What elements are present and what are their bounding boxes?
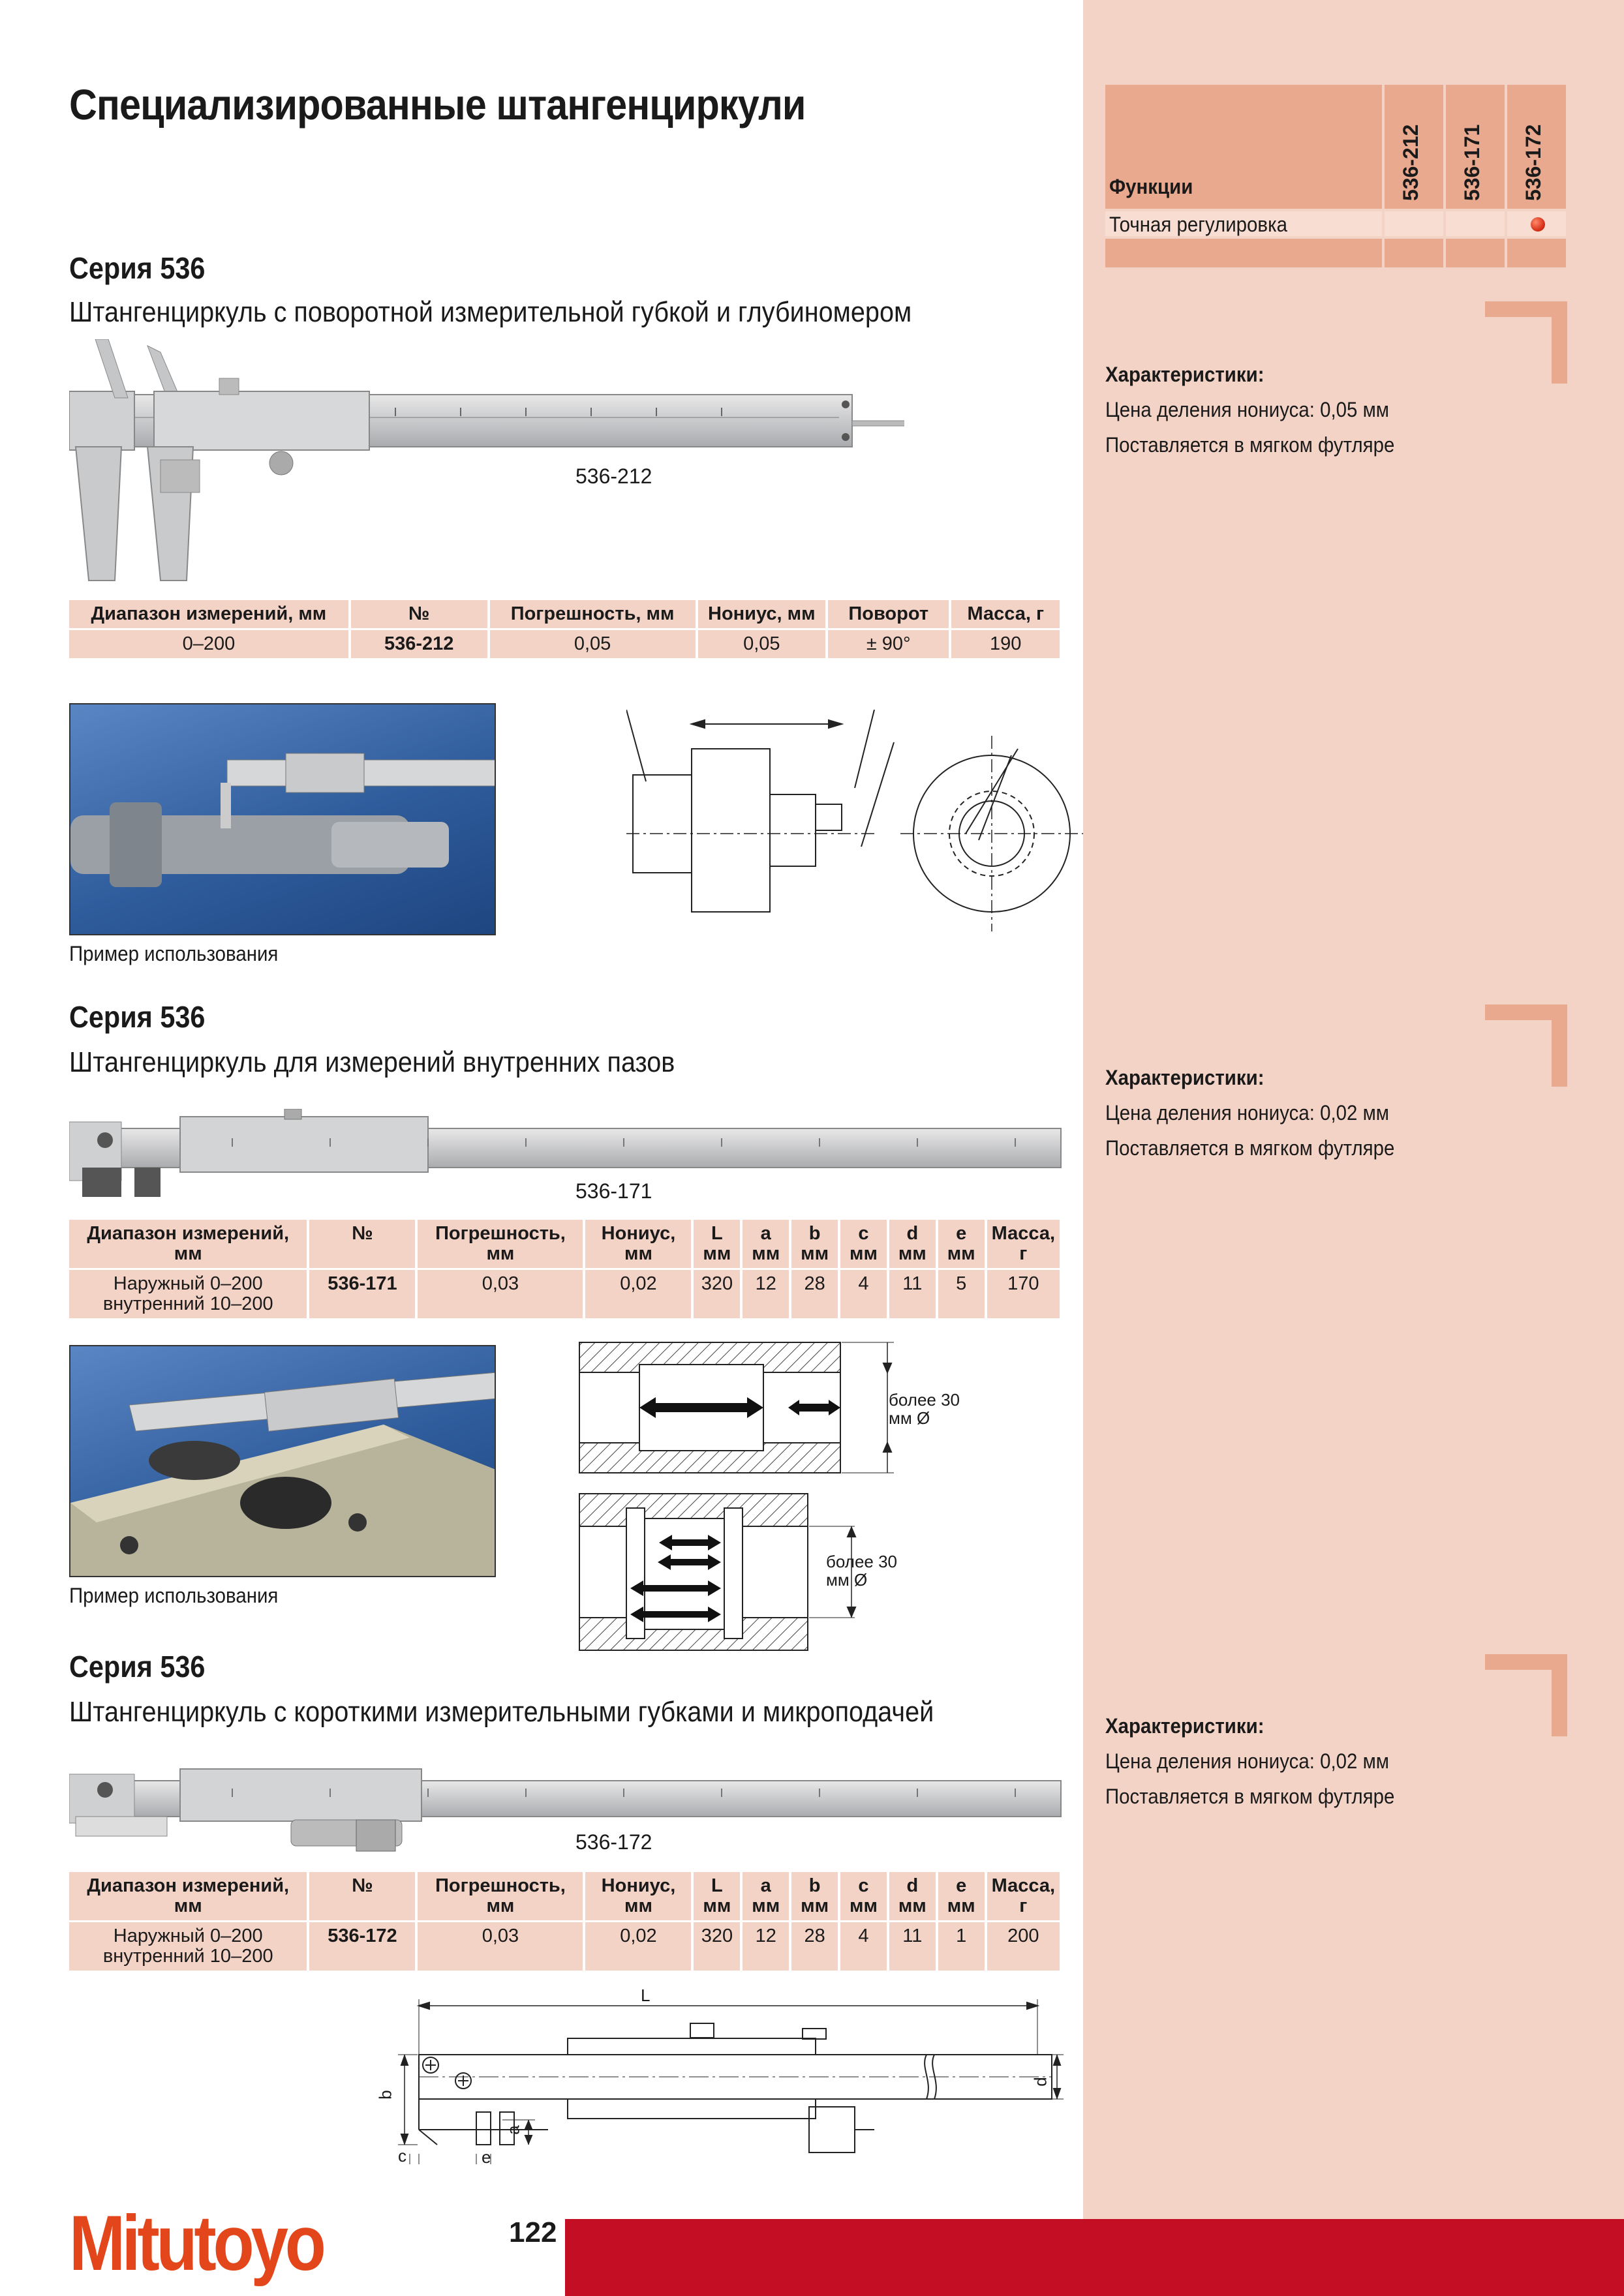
functions-table <box>1105 85 1570 269</box>
dim-label-d: d <box>1030 2077 1050 2087</box>
features-heading-2: Характеристики: <box>1105 1066 1264 1089</box>
cell-b: 28 <box>791 1920 838 1971</box>
col-range: Диапазон измерений, мм <box>69 1872 307 1920</box>
cell-range: Наружный 0–200 внутренний 10–200 <box>69 1920 307 1971</box>
col-number: № <box>309 1220 415 1268</box>
cell-c: 4 <box>840 1920 887 1971</box>
dim-label-l: L <box>641 1986 651 2005</box>
feature-line-3-1: Цена деления нониуса: 0,02 мм <box>1105 1749 1390 1773</box>
usage-caption-2: Пример использования <box>69 1584 279 1607</box>
spec-table-536-212 <box>67 600 1062 658</box>
col-mass: Масса, г <box>951 600 1060 628</box>
cell-number: 536-212 <box>351 628 487 658</box>
section-1-series: Серия 536 <box>69 251 206 285</box>
col-a: a мм <box>743 1872 789 1920</box>
col-mass: Масса, г <box>987 1220 1060 1268</box>
caliper-536-172-image <box>69 1761 1064 1852</box>
dim-label-e: e <box>482 2147 491 2167</box>
dim-label-a: a <box>503 2125 523 2135</box>
cell-number: 536-172 <box>309 1920 415 1971</box>
cell-vernier: 0,02 <box>585 1268 691 1318</box>
model-column-536-212: 536-212 <box>1399 124 1422 201</box>
cell-d: 11 <box>889 1268 936 1318</box>
feature-line-3-2: Поставляется в мягком футляре <box>1105 1785 1395 1808</box>
caliper-536-212-image <box>69 339 904 587</box>
cell-mass: 200 <box>987 1920 1060 1971</box>
groove-label-2: более 30 мм Ø <box>826 1552 898 1590</box>
groove-label-1: более 30 мм Ø <box>889 1390 960 1428</box>
cell-mass: 190 <box>951 628 1060 658</box>
cell-accuracy: 0,03 <box>418 1268 583 1318</box>
function-mark-dot <box>1531 217 1545 232</box>
model-label-536-172: 536-172 <box>575 1830 652 1854</box>
footer-bar <box>565 2219 1624 2296</box>
col-e: e мм <box>938 1220 985 1268</box>
col-e: e мм <box>938 1872 985 1920</box>
col-d: d мм <box>889 1872 936 1920</box>
cell-c: 4 <box>840 1268 887 1318</box>
col-c: c мм <box>840 1872 887 1920</box>
usage-photo-1 <box>69 703 496 935</box>
col-b: b мм <box>791 1872 838 1920</box>
cell-a: 12 <box>743 1920 789 1971</box>
usage-caption-1: Пример использования <box>69 942 279 965</box>
dim-label-b: b <box>375 2090 395 2100</box>
col-d: d мм <box>889 1220 936 1268</box>
spec-table-536-171 <box>67 1220 1062 1318</box>
section-2-subtitle: Штангенциркуль для измерений внутренних пазов <box>69 1046 675 1078</box>
cell-accuracy: 0,03 <box>418 1920 583 1971</box>
usage-photo-2 <box>69 1345 496 1577</box>
col-rotation: Поворот <box>828 600 949 628</box>
groove-diagram <box>574 1337 966 1657</box>
col-accuracy: Погрешность, мм <box>418 1220 583 1268</box>
page-number: 122 <box>509 2216 557 2248</box>
model-column-536-171: 536-171 <box>1460 124 1484 201</box>
corner-marker-1 <box>1485 301 1567 384</box>
col-vernier: Нониус, мм <box>585 1220 691 1268</box>
cell-e: 5 <box>938 1268 985 1318</box>
dim-label-c: c <box>398 2146 406 2166</box>
col-vernier: Нониус, мм <box>698 600 825 628</box>
corner-marker-3 <box>1485 1654 1567 1736</box>
page-title: Специализированные штангенциркули <box>69 80 806 128</box>
col-number: № <box>351 600 487 628</box>
col-number: № <box>309 1872 415 1920</box>
cell-vernier: 0,05 <box>698 628 825 658</box>
cell-accuracy: 0,05 <box>490 628 696 658</box>
caliper-536-171-image <box>69 1109 1064 1200</box>
cell-b: 28 <box>791 1268 838 1318</box>
cell-d: 11 <box>889 1920 936 1971</box>
corner-marker-2 <box>1485 1004 1567 1087</box>
spec-table-536-172 <box>67 1872 1062 1971</box>
col-vernier: Нониус, мм <box>585 1872 691 1920</box>
cell-range: Наружный 0–200 внутренний 10–200 <box>69 1268 307 1318</box>
section-1-subtitle: Штангенциркуль с поворотной измерительной губкой и глубиномером <box>69 296 912 328</box>
col-mass: Масса, г <box>987 1872 1060 1920</box>
cell-a: 12 <box>743 1268 789 1318</box>
mitutoyo-logo: Mitutoyo <box>69 2199 323 2287</box>
cell-range: 0–200 <box>69 628 348 658</box>
model-column-536-172: 536-172 <box>1522 124 1545 201</box>
model-label-536-212: 536-212 <box>575 464 652 488</box>
cell-l: 320 <box>694 1268 740 1318</box>
section-3-series: Серия 536 <box>69 1650 206 1684</box>
feature-line-2-1: Цена деления нониуса: 0,02 мм <box>1105 1101 1390 1125</box>
functions-header: Функции <box>1109 175 1193 198</box>
function-row-label: Точная регулировка <box>1109 213 1287 236</box>
measurement-diagram-1 <box>626 710 1083 938</box>
col-range: Диапазон измерений, мм <box>69 1220 307 1268</box>
col-accuracy: Погрешность, мм <box>418 1872 583 1920</box>
feature-line-1-1: Цена деления нониуса: 0,05 мм <box>1105 398 1390 421</box>
feature-line-1-2: Поставляется в мягком футляре <box>1105 433 1395 457</box>
feature-line-2-2: Поставляется в мягком футляре <box>1105 1136 1395 1160</box>
cell-rotation: ± 90° <box>828 628 949 658</box>
cell-mass: 170 <box>987 1268 1060 1318</box>
col-l: L мм <box>694 1220 740 1268</box>
cell-l: 320 <box>694 1920 740 1971</box>
col-accuracy: Погрешность, мм <box>490 600 696 628</box>
features-heading-3: Характеристики: <box>1105 1714 1264 1738</box>
model-label-536-171: 536-171 <box>575 1179 652 1203</box>
col-a: a мм <box>743 1220 789 1268</box>
col-c: c мм <box>840 1220 887 1268</box>
cell-vernier: 0,02 <box>585 1920 691 1971</box>
section-2-series: Серия 536 <box>69 1000 206 1034</box>
cell-number: 536-171 <box>309 1268 415 1318</box>
section-3-subtitle: Штангенциркуль с короткими измерительными губками и микроподачей <box>69 1696 934 1728</box>
col-l: L мм <box>694 1872 740 1920</box>
col-b: b мм <box>791 1220 838 1268</box>
cell-e: 1 <box>938 1920 985 1971</box>
features-heading-1: Характеристики: <box>1105 363 1264 386</box>
col-range: Диапазон измерений, мм <box>69 600 348 628</box>
